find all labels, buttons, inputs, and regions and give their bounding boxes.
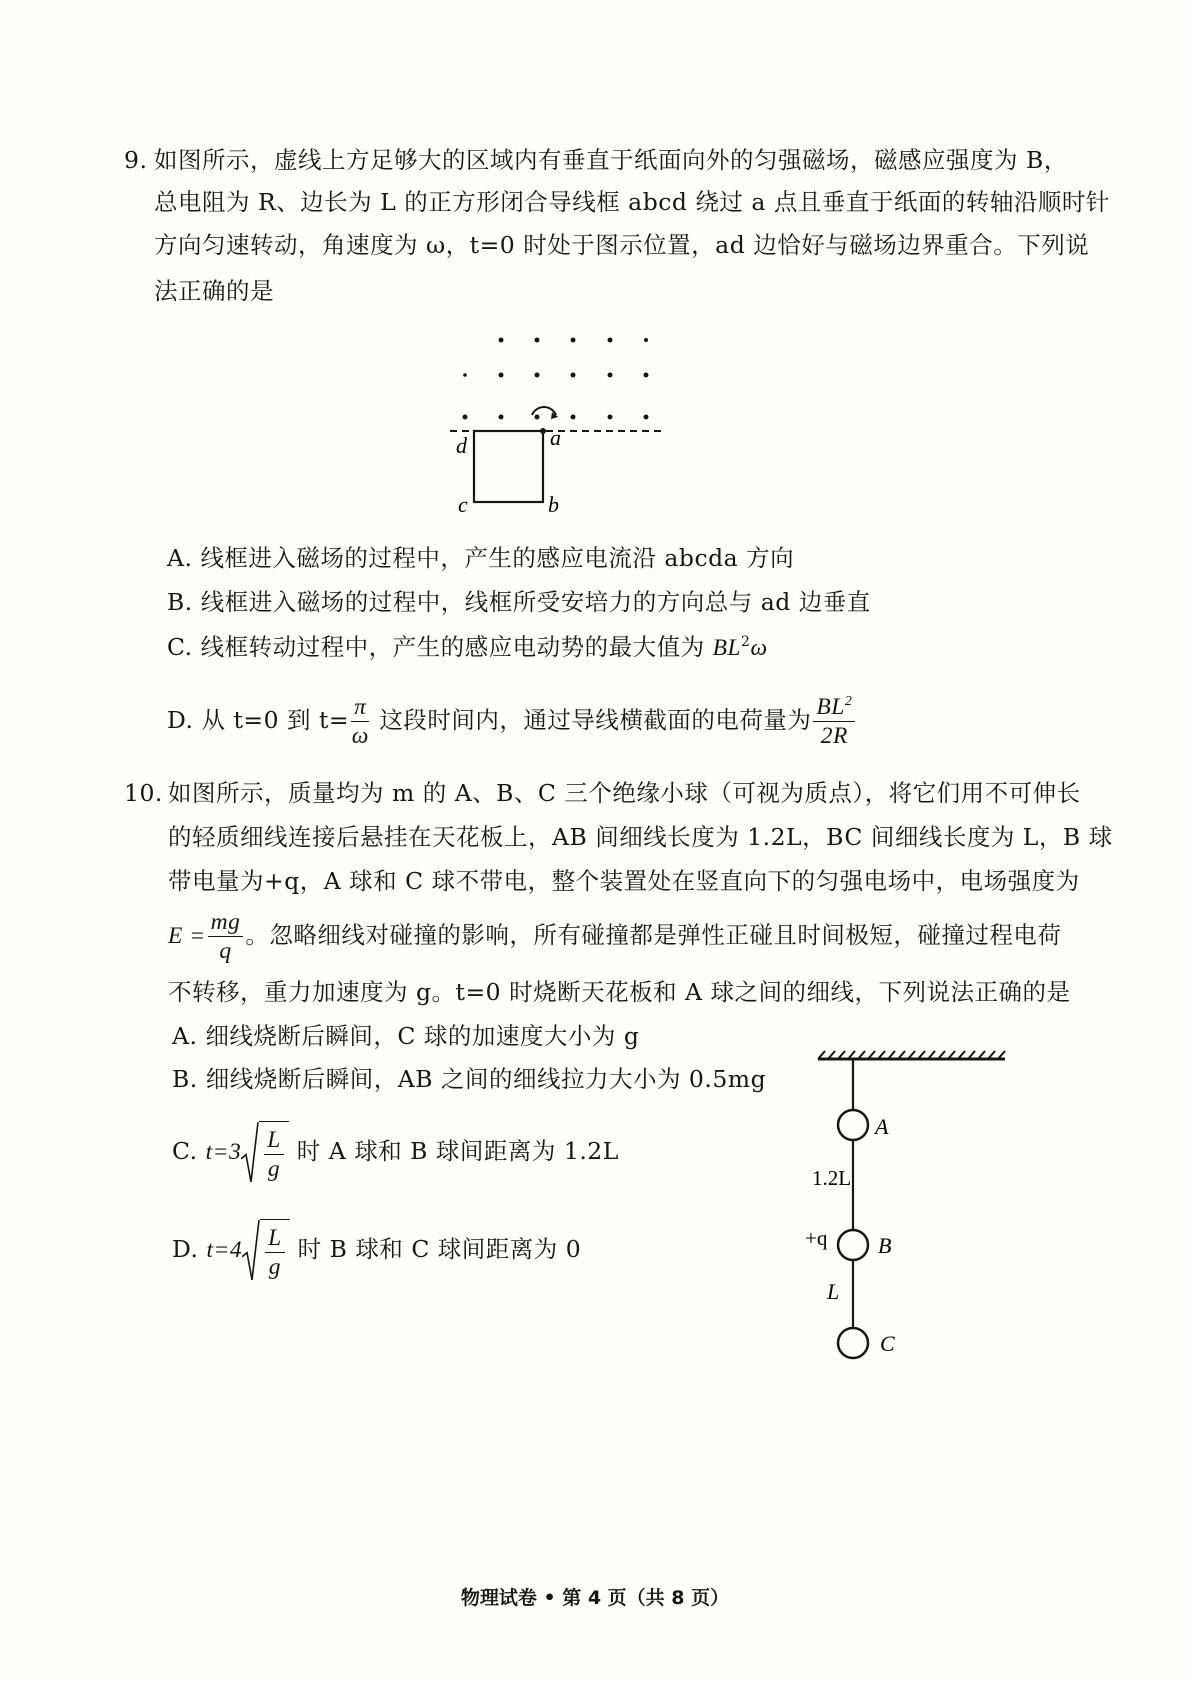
q9-option-a[interactable] <box>167 543 794 573</box>
page-footer: 物理试卷 • 第 4 页（共 8 页） <box>460 1587 730 1609</box>
label-length-ab: 1.2L <box>812 1166 852 1190</box>
q9-option-c-expr-sup: 2 <box>741 634 751 651</box>
q10-stem-line-2: 的轻质细线连接后悬挂在天花板上，AB 间细线长度为 1.2L，BC 间细线长度为 L，B 球 <box>168 823 1113 851</box>
q10-option-d-time: t=4 <box>206 1237 243 1263</box>
square-loop <box>474 431 543 502</box>
q10-stem-line-3: 带电量为+q，A 球和 C 球不带电，整个装置处在竖直向下的匀强电场中，电场强度为 <box>168 867 1080 895</box>
label-ball-a: A <box>875 1114 889 1139</box>
q9-option-c[interactable] <box>167 632 768 663</box>
q10-option-a-text: 细线烧断后瞬间，C 球的加速度大小为 g <box>205 1022 640 1050</box>
q9-option-c-label: C. <box>167 633 193 661</box>
q9-option-d-frac-time: $\frac{\pi}{\omega}$ <box>351 694 369 749</box>
q10-option-c-time: t=3 <box>205 1139 242 1165</box>
q9-option-b-text: 线框进入磁场的过程中，线框所受安培力的方向总与 ad 边垂直 <box>200 588 871 616</box>
q10-option-d-label: D. <box>172 1235 199 1263</box>
label-a: a <box>550 425 561 450</box>
q10-option-c[interactable] <box>172 1120 619 1184</box>
q9-stem-line-3: 方向匀速转动，角速度为 ω，t=0 时处于图示位置，ad 边恰好与磁场边界重合。下列说 <box>154 231 1090 259</box>
label-ball-c: C <box>880 1331 895 1356</box>
q10-stem-line-4 <box>168 905 1061 966</box>
q9-option-d-label: D. <box>167 706 194 734</box>
q9-option-c-expr-base: BL <box>712 635 742 661</box>
magnetic-field-dots <box>463 338 649 420</box>
q10-option-a[interactable] <box>172 1021 639 1051</box>
q9-stem-line-4: 法正确的是 <box>154 277 274 305</box>
label-charge: +q <box>805 1226 828 1250</box>
q10-number: 10. <box>124 779 163 807</box>
label-c: c <box>458 492 468 517</box>
q9-option-d-text-mid: 这段时间内，通过导线横截面的电荷量为 <box>371 706 812 734</box>
q10-figure <box>800 1045 1020 1365</box>
q10-option-d-sqrt: $\frac{L}{g}$ <box>242 1219 290 1282</box>
q10-e-prefix: E = <box>168 923 206 949</box>
q9-option-d-text-pre: 从 t=0 到 t= <box>201 706 350 734</box>
label-ball-b: B <box>878 1233 892 1258</box>
q9-option-b[interactable] <box>167 587 871 617</box>
q10-option-d[interactable] <box>172 1218 581 1282</box>
q9-stem-line-2: 总电阻为 R、边长为 L 的正方形闭合导线框 abcd 绕过 a 点且垂直于纸面的转轴沿顺时针 <box>154 188 1110 216</box>
ball-c <box>838 1328 868 1358</box>
q9-option-b-label: B. <box>167 588 193 616</box>
q10-option-d-text: 时 B 球和 C 球间距离为 0 <box>289 1235 582 1263</box>
q10-option-c-label: C. <box>172 1137 198 1165</box>
q9-option-c-text: 线框转动过程中，产生的感应电动势的最大值为 <box>200 633 713 661</box>
q10-option-c-text: 时 A 球和 B 球间距离为 1.2L <box>288 1137 619 1165</box>
ball-a <box>838 1110 868 1140</box>
pivot-point <box>540 428 546 434</box>
q9-figure <box>440 320 700 530</box>
q10-option-a-label: A. <box>172 1022 198 1050</box>
q10-e-fraction: $\frac{mg}{q}$ <box>208 908 244 965</box>
label-d: d <box>456 433 467 458</box>
q9-option-a-label: A. <box>167 544 193 572</box>
q10-stem-line-1: 如图所示，质量均为 m 的 A、B、C 三个绝缘小球（可视为质点），将它们用不可伸长 <box>168 779 1081 807</box>
q10-option-b[interactable] <box>172 1064 766 1094</box>
q9-option-d[interactable] <box>167 690 857 750</box>
q10-stem-line-4-rest: 。忽略细线对碰撞的影响，所有碰撞都是弹性正碰且时间极短，碰撞过程电荷 <box>245 921 1062 949</box>
q10-stem-line-5: 不转移，重力加速度为 g。t=0 时烧断天花板和 A 球之间的细线，下列说法正确的是 <box>168 978 1071 1006</box>
label-b: b <box>548 492 559 517</box>
q9-number: 9. <box>124 146 148 174</box>
ball-b <box>838 1230 868 1260</box>
q9-option-c-expr-end: ω <box>750 635 768 661</box>
q10-option-b-label: B. <box>172 1065 198 1093</box>
label-length-bc: L <box>827 1279 840 1304</box>
q9-option-a-text: 线框进入磁场的过程中，产生的感应电流沿 abcda 方向 <box>200 544 795 572</box>
q10-option-b-text: 细线烧断后瞬间，AB 之间的细线拉力大小为 0.5mg <box>205 1065 767 1093</box>
q10-option-c-sqrt: $\frac{L}{g}$ <box>241 1121 289 1184</box>
q9-option-d-frac-charge: $\frac{BL^2}{2R}$ <box>813 693 855 750</box>
q9-stem-line-1: 如图所示，虚线上方足够大的区域内有垂直于纸面向外的匀强磁场，磁感应强度为 B， <box>154 146 1068 174</box>
